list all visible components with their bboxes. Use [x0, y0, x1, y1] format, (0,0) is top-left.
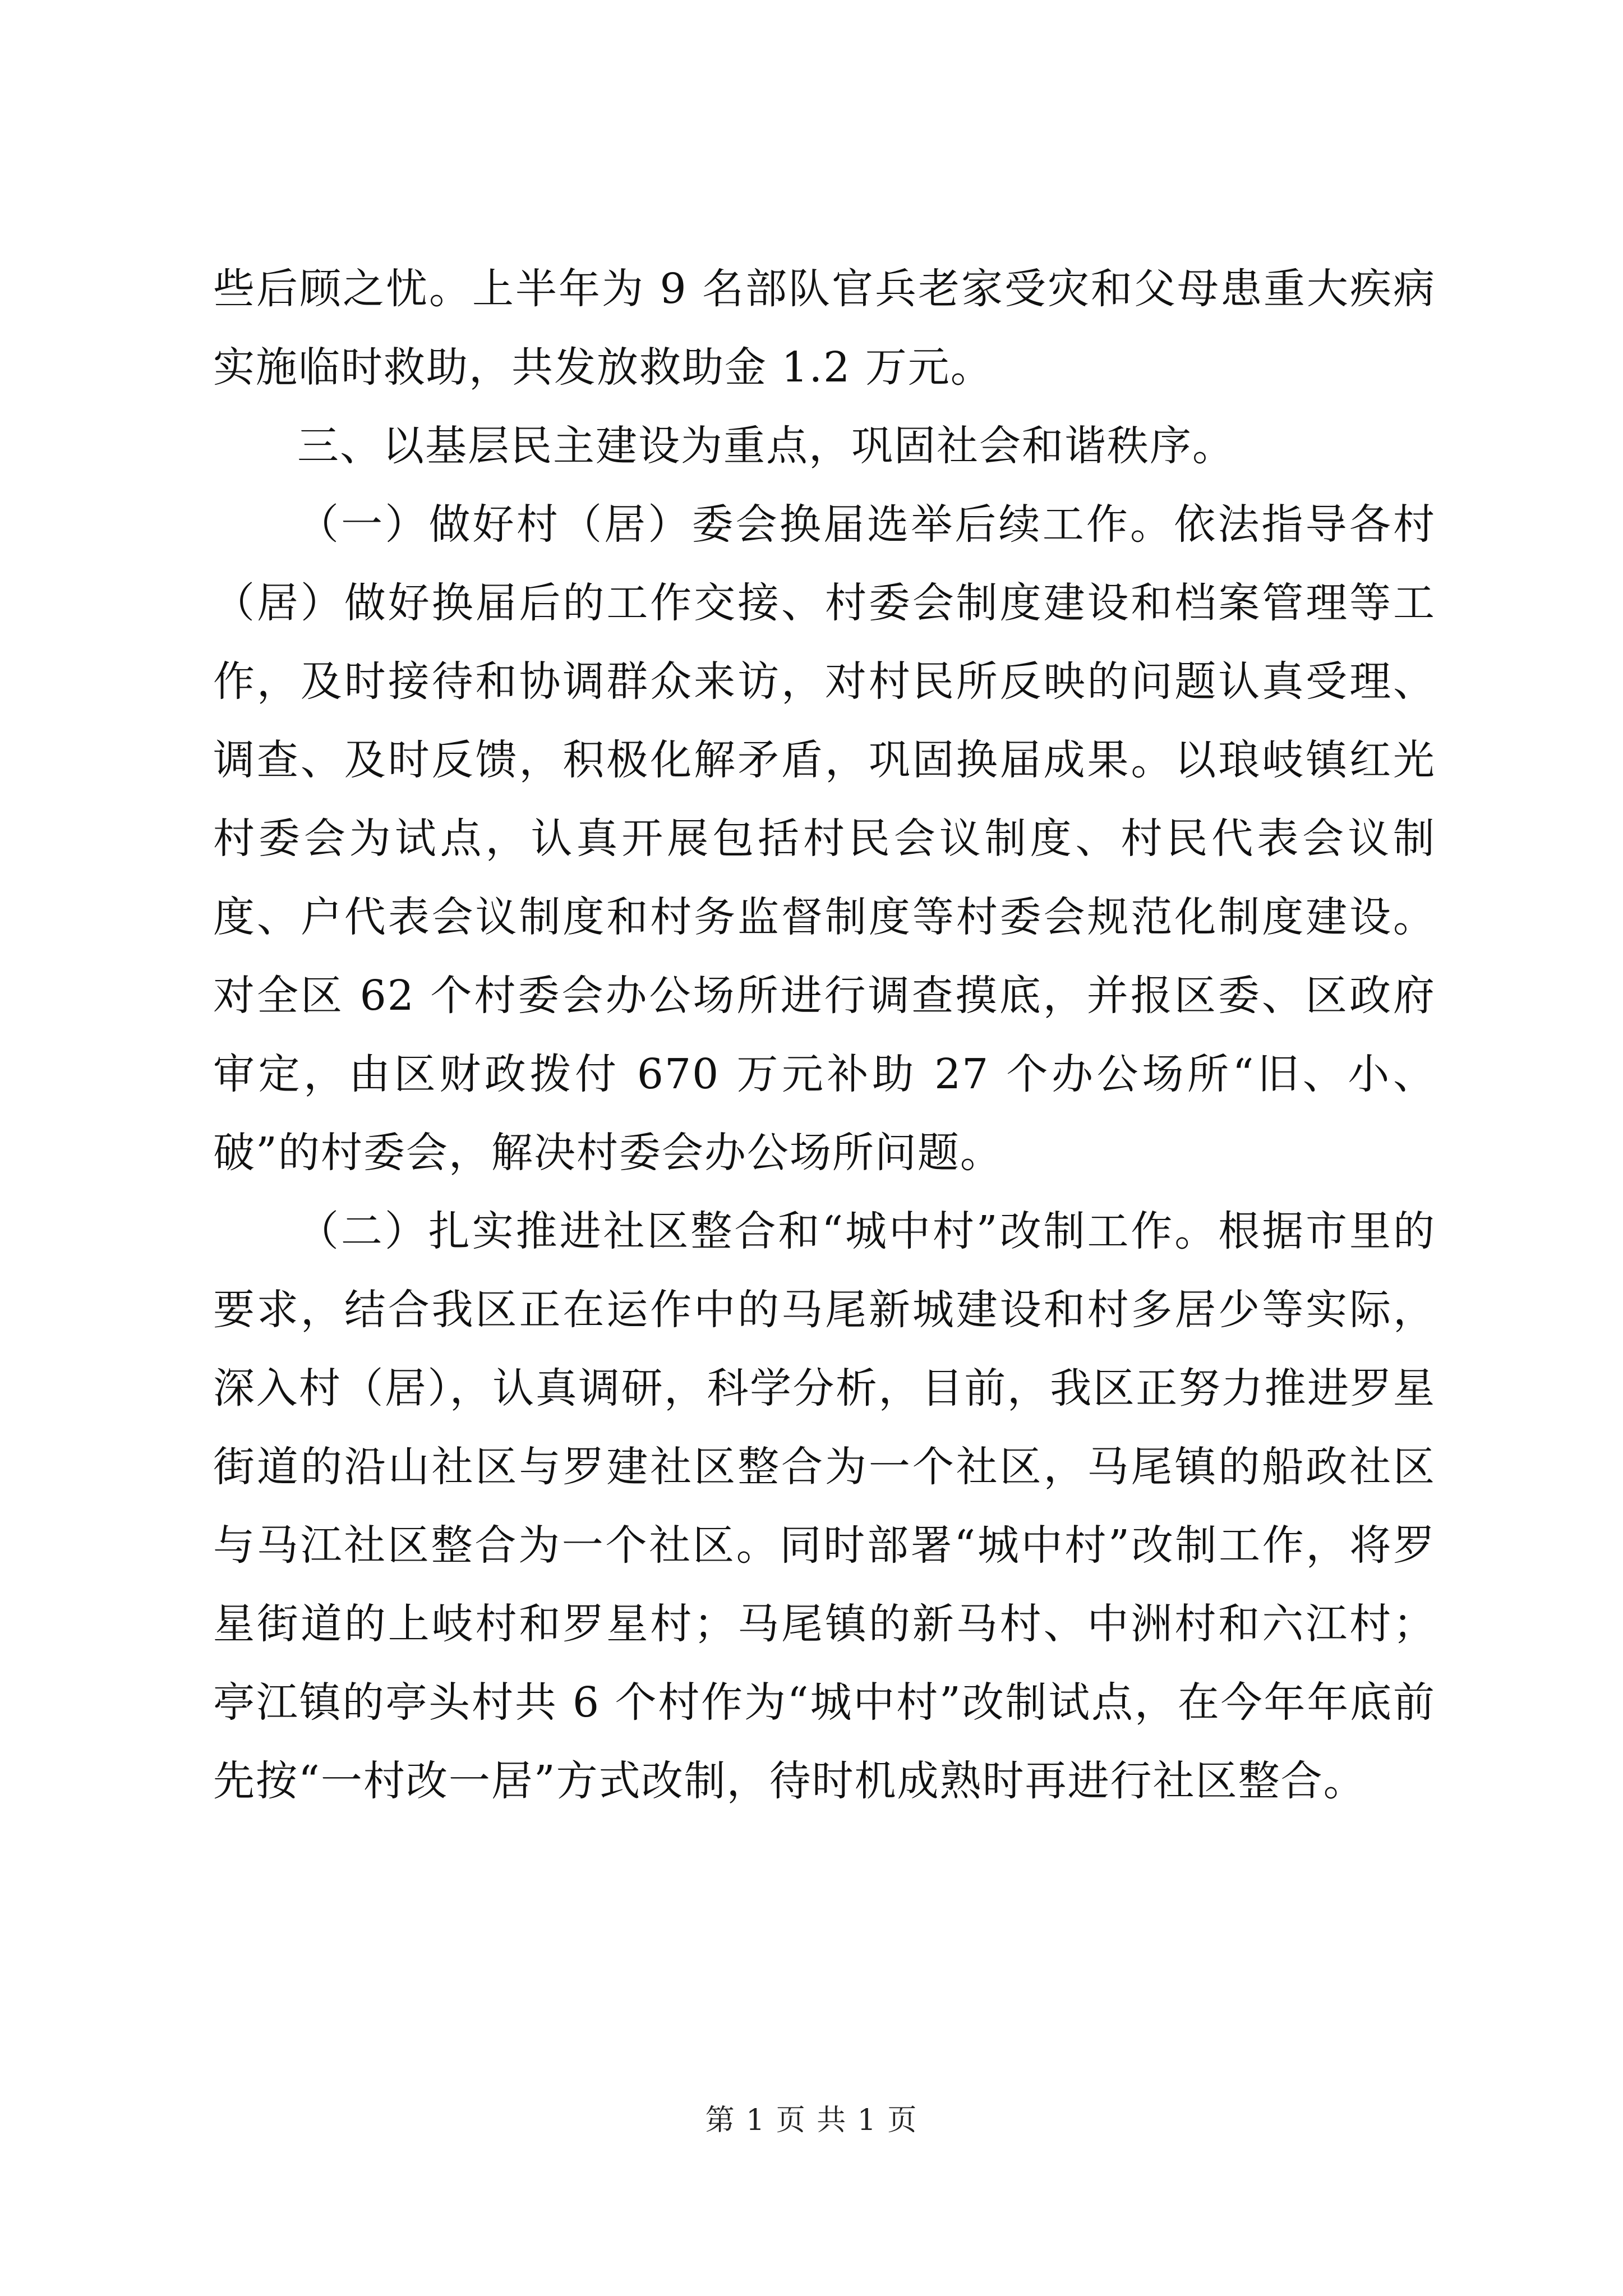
paragraph-subsection-one: （一）做好村（居）委会换届选举后续工作。依法指导各村（居）做好换届后的工作交接、村委会制度建设和档案管理等工作，及时接待和协调群众来访，对村民所反映的问题认真受理、调查、及时反馈，积极化解矛盾，巩固换届成果。以琅岐镇红光村委会为试点，认真开展包括村民会议制度、村民代表会议制度、户代表会议制度和村务监督制度等村委会规范化制度建设。对全区 62 个村委会办公场所进行调查摸底，并报区委、区政府审定，由区财政拨付 670 万元补助 27 个办公场所“旧、小、破”的村委会，解决村委会办公场所问题。 — [213, 500, 1436, 1177]
document-body — [213, 250, 1436, 1820]
paragraph-continuation: 些后顾之忧。上半年为 9 名部队官兵老家受灾和父母患重大疾病实施临时救助，共发放救助金 1.2 万元。 — [213, 265, 1436, 392]
page-footer: 第 1 页 共 1 页 — [705, 2104, 918, 2137]
paragraph-subsection-two: （二）扎实推进社区整合和“城中村”改制工作。根据市里的要求，结合我区正在运作中的马尾新城建设和村多居少等实际，深入村（居），认真调研，科学分析，目前，我区正努力推进罗星街道的沿山社区与罗建社区整合为一个社区，马尾镇的船政社区与马江社区整合为一个社区。同时部署“城中村”改制工作，将罗星街道的上岐村和罗星村；马尾镇的新马村、中洲村和六江村；亭江镇的亭头村共 6 个村作为“城中村”改制试点，在今年年底前先按“一村改一居”方式改制，待时机成熟时再进行社区整合。 — [213, 1207, 1436, 1805]
section-heading-three: 三、以基层民主建设为重点，巩固社会和谐秩序。 — [297, 422, 1235, 470]
